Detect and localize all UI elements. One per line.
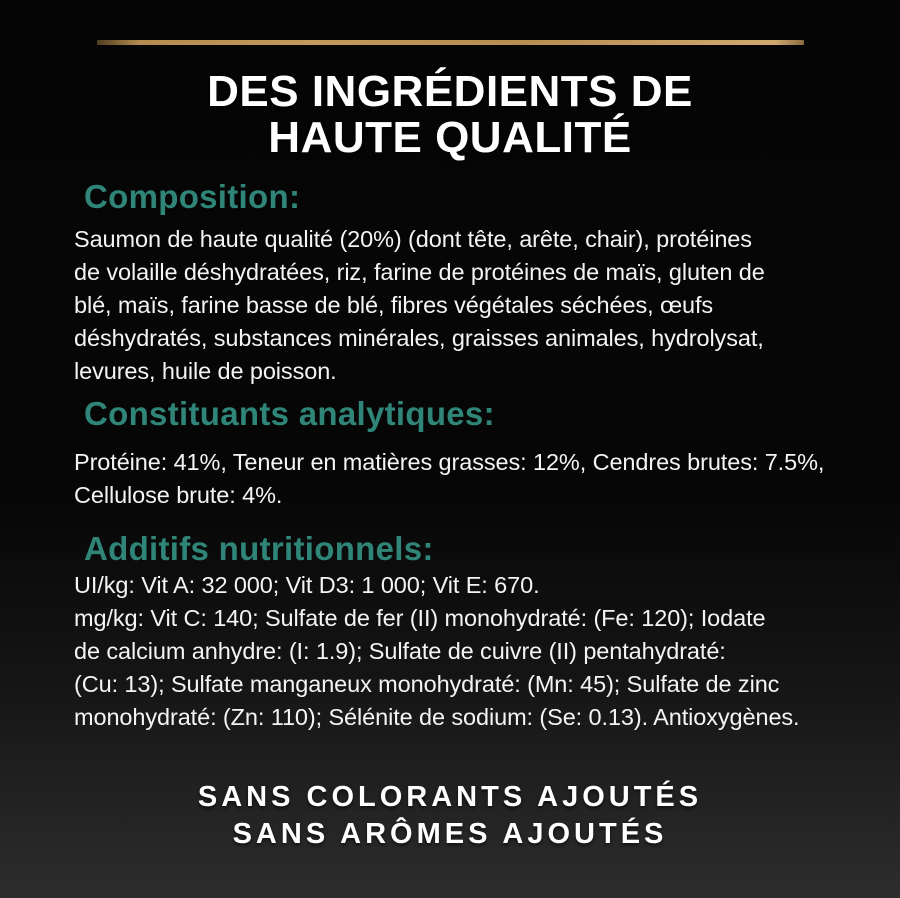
no-flavours-claim: SANS ARÔMES AJOUTÉS <box>232 818 668 850</box>
additives-line: (Cu: 13); Sulfate manganeux monohydraté: (Mn: 45); Sulfate de zinc <box>74 671 780 697</box>
composition-text <box>74 223 880 388</box>
additives-heading: Additifs nutritionnels: <box>84 530 434 567</box>
gold-divider <box>97 40 804 45</box>
analytical-line: Protéine: 41%, Teneur en matières grasses: 12%, Cendres brutes: 7.5%, <box>74 449 825 475</box>
additives-line: mg/kg: Vit C: 140; Sulfate de fer (II) monohydraté: (Fe: 120); Iodate <box>74 605 766 631</box>
analytical-line: Cellulose brute: 4%. <box>74 482 283 508</box>
no-additives-claims <box>0 779 900 853</box>
page-title <box>0 69 900 161</box>
composition-heading: Composition: <box>84 178 301 215</box>
analytical-text <box>74 446 880 512</box>
page-title-line2: HAUTE QUALITÉ <box>268 113 632 162</box>
additives-text <box>74 569 880 734</box>
page-title-line1: DES INGRÉDIENTS DE <box>207 67 693 116</box>
composition-line: levures, huile de poisson. <box>74 358 337 384</box>
additives-line: de calcium anhydre: (I: 1.9); Sulfate de cuivre (II) pentahydraté: <box>74 638 726 664</box>
additives-line: monohydraté: (Zn: 110); Sélénite de sodium: (Se: 0.13). Antioxygènes. <box>74 704 800 730</box>
no-colorants-claim: SANS COLORANTS AJOUTÉS <box>197 781 703 813</box>
composition-line: Saumon de haute qualité (20%) (dont tête, arête, chair), protéines <box>74 226 752 252</box>
additives-line: UI/kg: Vit A: 32 000; Vit D3: 1 000; Vit E: 670. <box>74 572 540 598</box>
composition-line: de volaille déshydratées, riz, farine de protéines de maïs, gluten de <box>74 259 765 285</box>
analytical-heading: Constituants analytiques: <box>84 395 495 432</box>
label-content <box>0 177 900 734</box>
composition-line: déshydratés, substances minérales, graisses animales, hydrolysat, <box>74 325 764 351</box>
composition-line: blé, maïs, farine basse de blé, fibres végétales séchées, œufs <box>74 292 714 318</box>
